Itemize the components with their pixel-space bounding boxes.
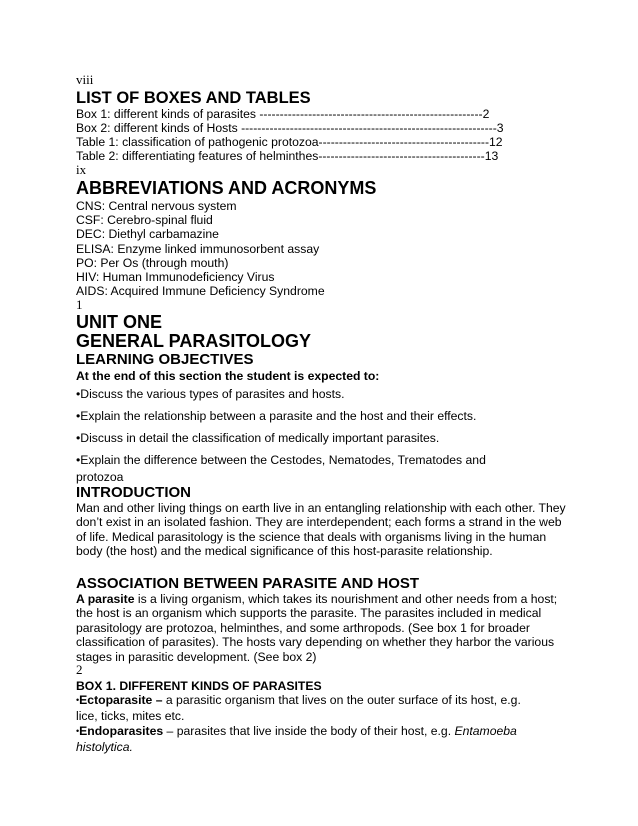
- bullet-dot: •: [76, 726, 80, 736]
- endoparasite-desc: parasites that live inside the body of their host, e.g.: [176, 724, 455, 738]
- association-text: is a living organism, which takes its nourishment and other needs from a host; the host is an organism which supports the parasite. The parasites included in medical parasitology are protozoa, helminthes, and some arthropods. (See box 1 for broader classification of parasites). The hosts vary depending on whether they harbor the various stages in parasitic development. (See box 2): [76, 592, 558, 664]
- box1-item-ectoparasite-cont: lice, ticks, mites etc.: [76, 709, 185, 723]
- abbreviation-entry: CNS: Central nervous system: [76, 199, 237, 213]
- histolytica-italic: histolytica.: [76, 740, 133, 754]
- toc-entry: Table 1: classification of pathogenic protozoa------------------------------------------12: [76, 135, 503, 149]
- association-paragraph: [76, 592, 566, 664]
- box1-item-endoparasite: [76, 724, 517, 738]
- introduction-paragraph: Man and other living things on earth live in an entangling relationship with each other. They don’t exist in an isolated fashion. They are interdependent; each forms a strand in the web of life. Medical parasitology is the science that deals with organisms living in the human body (the host) and the medical significance of this host-parasite relationship.: [76, 501, 566, 559]
- objective-item: •Explain the relationship between a parasite and the host and their effects.: [76, 409, 477, 423]
- toc-entry: Table 2: differentiating features of helminthes-----------------------------------------13: [76, 149, 499, 163]
- association-heading: ASSOCIATION BETWEEN PARASITE AND HOST: [76, 575, 420, 592]
- list-of-boxes-heading: LIST OF BOXES AND TABLES: [76, 89, 311, 107]
- endoparasite-term: Endoparasites: [79, 724, 164, 738]
- page-number-ix: ix: [76, 162, 87, 177]
- page-number-2: 2: [76, 662, 83, 677]
- learning-objectives-heading: LEARNING OBJECTIVES: [76, 351, 254, 368]
- box1-item-ectoparasite: [76, 693, 521, 707]
- objective-item: •Explain the difference between the Cestodes, Nematodes, Trematodes and: [76, 453, 486, 467]
- toc-entry: Box 2: different kinds of Hosts ---------------------------------------------------------------3: [76, 121, 504, 135]
- abbreviation-entry: HIV: Human Immunodeficiency Virus: [76, 270, 275, 284]
- objective-item: protozoa: [76, 470, 124, 484]
- objective-item: •Discuss the various types of parasites and hosts.: [76, 387, 345, 401]
- term-dash: –: [163, 724, 177, 738]
- unit-title: UNIT ONE: [76, 312, 163, 332]
- abbreviation-entry: ELISA: Enzyme linked immunosorbent assay: [76, 242, 320, 256]
- ectoparasite-term: Ectoparasite: [79, 693, 153, 707]
- unit-subtitle: GENERAL PARASITOLOGY: [76, 331, 312, 351]
- page-number-1: 1: [76, 297, 83, 312]
- box1-heading: BOX 1. DIFFERENT KINDS OF PARASITES: [76, 679, 322, 693]
- objective-item: •Discuss in detail the classification of medically important parasites.: [76, 431, 440, 445]
- bullet-dot: •: [76, 695, 80, 705]
- abbreviation-entry: PO: Per Os (through mouth): [76, 256, 229, 270]
- entamoeba-italic: Entamoeba: [454, 724, 517, 738]
- ectoparasite-desc: a parasitic organism that lives on the outer surface of its host, e.g.: [165, 693, 521, 707]
- term-dash: –: [152, 693, 166, 707]
- introduction-heading: INTRODUCTION: [76, 484, 191, 501]
- abbreviation-entry: AIDS: Acquired Immune Deficiency Syndrome: [76, 284, 325, 298]
- page-number-viii: viii: [76, 72, 94, 87]
- abbreviations-heading: ABBREVIATIONS AND ACRONYMS: [76, 178, 377, 198]
- toc-entry: Box 1: different kinds of parasites -------------------------------------------------------2: [76, 107, 490, 121]
- objectives-intro: At the end of this section the student is expected to:: [76, 369, 380, 383]
- box1-item-endoparasite-cont: [76, 740, 133, 754]
- abbreviation-entry: DEC: Diethyl carbamazine: [76, 227, 219, 241]
- abbreviation-entry: CSF: Cerebro-spinal fluid: [76, 213, 213, 227]
- parasite-term: A parasite: [76, 592, 135, 606]
